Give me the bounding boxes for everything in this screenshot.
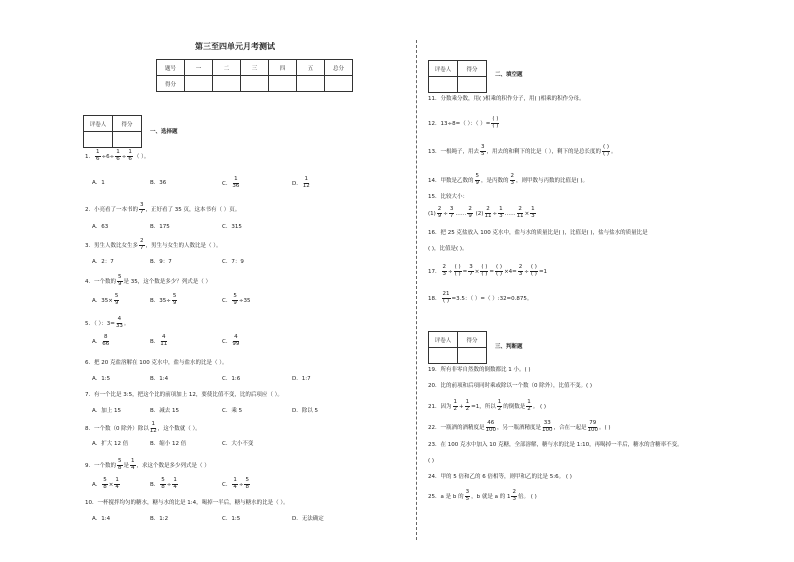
score-cell[interactable] — [185, 76, 213, 92]
option-c[interactable]: C．7：9 — [222, 259, 244, 265]
question-20: 20．比的前项和后项同时乘或除以一个数（0 除外），比值不变。( ) — [428, 383, 593, 389]
option-d[interactable]: D．无法确定 — [292, 516, 324, 522]
score-header: 四 — [269, 60, 297, 76]
score-row-label: 得分 — [157, 76, 185, 92]
score-table — [156, 59, 353, 92]
option-b[interactable]: B．35÷ $\frac{5}{9}$ — [150, 293, 177, 306]
question-14: 14．甲数是乙数的 $\frac{5}{9}$ ，是丙数的 $\frac{2}{3}$ ，则甲数与丙数的比值是( )。 — [428, 173, 589, 186]
option-c[interactable]: C．乘 5 — [222, 408, 243, 414]
question-8: 8．一个数（0 除外）除以 $\frac{1}{12}$ ，这个数就（ ）。 — [85, 421, 201, 434]
question-19: 19．所有非零自然数的倒数都比 1 小。( ) — [428, 367, 531, 373]
option-c[interactable]: C． $\frac{4}{99}$ — [222, 334, 240, 347]
option-c[interactable]: C． $\frac{1}{36}$ — [222, 176, 240, 189]
score-header: 三 — [241, 60, 269, 76]
question-22: 22．一瓶酒的酒精度是 $\frac{46}{100}$ ，另一瓶酒精度是 $\frac{33}{100}$ ，合在一起是 $\frac{79}{100}$ 。( ) — [428, 420, 611, 433]
section-title: 三、判断题 — [495, 344, 523, 350]
option-b[interactable]: B． $\frac{5}{8}$ ÷ $\frac{1}{4}$ — [150, 477, 177, 490]
option-b[interactable]: B．175 — [150, 224, 170, 230]
question-6: 6．把 20 克盐溶解在 100 克水中，盐与盐水的比是（ ）。 — [85, 360, 228, 366]
option-c[interactable]: C． $\frac{5}{9}$ ÷35 — [222, 293, 251, 306]
option-d[interactable]: D．除以 5 — [292, 408, 318, 414]
question-9: 9．一个数的 $\frac{5}{8}$ 是 $\frac{1}{4}$ ，求这个数是多少列式是（ ） — [85, 458, 210, 471]
option-a[interactable]: A．2：7 — [92, 259, 114, 265]
question-23-answer: ( ) — [428, 458, 435, 464]
option-b[interactable]: B．36 — [150, 180, 167, 186]
score-cell[interactable] — [297, 76, 325, 92]
option-d[interactable]: D． $\frac{1}{12}$ — [292, 176, 310, 189]
option-d[interactable]: D．1:7 — [292, 376, 311, 382]
question-21: 21．因为 $\frac{1}{2}$ + $\frac{1}{2}$ =1，所以 $\frac{1}{2}$ 的倒数是 $\frac{1}{2}$ 。 ( ) — [428, 399, 547, 412]
score-cell[interactable] — [241, 76, 269, 92]
score-header: 二 — [213, 60, 241, 76]
question-13: 13．一根绳子，用去 $\frac{3}{5}$ ，用去的和剩下的比是（ ），剩下的是总长度的 ( ) ( ) 。 — [428, 144, 617, 157]
option-a[interactable]: A．加上 15 — [92, 408, 122, 414]
score-cell[interactable] — [458, 348, 487, 364]
option-b[interactable]: B．减去 15 — [150, 408, 180, 414]
score-cell[interactable] — [325, 76, 353, 92]
page-title: 第三至四单元月考测试 — [195, 42, 275, 51]
score-header: 五 — [297, 60, 325, 76]
question-18: 18． 21 ( ) =3.5：（ ）=（ ）:32=0.875。 — [428, 291, 533, 304]
question-11: 11．分数乘分数，用( )相乘的积作分子，用( )相乘的积作分母。 — [428, 96, 585, 102]
question-16-cont: ( )，比值是( )。 — [428, 246, 468, 252]
option-a[interactable]: A．35× $\frac{5}{9}$ — [92, 293, 119, 306]
option-a[interactable]: A．1:5 — [92, 376, 111, 382]
score-label: 得分 — [458, 61, 487, 77]
question-15-items: (1) $\frac{2}{9}$ ÷ $\frac{3}{7}$ …… $\frac{2}{9}$ (2) $\frac{2}{11}$ ÷ $\frac{1}{3}$ …… $\frac{2}{11}$ × $\frac{1}{3}$ — [428, 206, 535, 219]
grader-label: 评卷人 — [429, 332, 458, 348]
question-15: 15．比较大小： — [428, 194, 468, 200]
grader-box-1 — [83, 115, 142, 148]
option-b[interactable]: B．缩小 12 倍 — [150, 441, 187, 447]
question-25: 25．a 是 b 的 $\frac{3}{5}$ ，b 就是 a 的 1 $\frac{2}{3}$ 倍。 ( ) — [428, 489, 537, 502]
score-label: 得分 — [458, 332, 487, 348]
option-a[interactable]: A．扩大 12 倍 — [92, 441, 129, 447]
question-24: 24．甲的 5 倍和乙的 6 倍相等，则甲和乙的比是 5:6。 ( ) — [428, 474, 572, 480]
column-divider — [416, 40, 417, 540]
section-title: 一、选择题 — [150, 129, 178, 135]
score-header: 总分 — [325, 60, 353, 76]
question-23: 23．在 100 克水中加入 10 克糖，全部溶解，糖与水的比是 1:10，再喝掉一半后，糖水的含糖率不变。 — [428, 442, 683, 448]
question-1: 1． $\frac{1}{6}$ ÷6÷ $\frac{1}{6}$ ÷ $\frac{1}{6}$ （ ）。 — [85, 149, 150, 162]
option-b[interactable]: B．1:2 — [150, 516, 169, 522]
option-a[interactable]: A． $\frac{8}{66}$ — [92, 334, 110, 347]
score-cell[interactable] — [458, 77, 487, 93]
score-header: 一 — [185, 60, 213, 76]
score-label: 得分 — [113, 116, 142, 132]
option-a[interactable]: A．63 — [92, 224, 109, 230]
option-b[interactable]: B．9：7 — [150, 259, 172, 265]
question-10: 10．一杯搅拌均匀的糖水，糖与水的比是 1:4，喝掉一半后，糖与糖水的比是（ ）。 — [85, 500, 289, 506]
grader-box-2 — [428, 60, 487, 93]
question-12: 12．13÷8=（ ）：（ ）= ( ) ( ) — [428, 116, 499, 129]
grader-label: 评卷人 — [429, 61, 458, 77]
question-16: 16．把 25 克盐放入 100 克水中，盐与水的质量比是( )，比值是( )，盐与盐水的质量比是 — [428, 230, 648, 236]
grader-label: 评卷人 — [84, 116, 113, 132]
option-c[interactable]: C．315 — [222, 224, 242, 230]
grader-cell[interactable] — [429, 77, 458, 93]
grader-cell[interactable] — [429, 348, 458, 364]
score-cell[interactable] — [113, 132, 142, 148]
option-a[interactable]: A． $\frac{5}{8}$ × $\frac{1}{4}$ — [92, 477, 119, 490]
option-b[interactable]: B． $\frac{4}{11}$ — [150, 334, 168, 347]
question-7: 7．有一个比是 3:5，把这个比的前项加上 12，要使比值不变，比的后项应（ ）。 — [85, 392, 283, 398]
question-3: 3．男生人数比女生多 $\frac{2}{7}$ ，男生与女生的人数比是（ ）。 — [85, 238, 222, 251]
question-5: 5．（ ）：3= $\frac{4}{33}$ 。 — [85, 316, 130, 329]
score-cell[interactable] — [269, 76, 297, 92]
question-2: 2．小亮看了一本书的 $\frac{3}{7}$ ，正好看了 35 页，这本书有（ ）页。 — [85, 202, 241, 215]
grader-box-3 — [428, 331, 487, 364]
option-a[interactable]: A．1 — [92, 180, 105, 186]
option-a[interactable]: A．1:4 — [92, 516, 111, 522]
question-4: 4．一个数的 $\frac{5}{9}$ 是 35，这个数是多少？列式是（ ） — [85, 274, 211, 287]
option-b[interactable]: B．1:4 — [150, 376, 169, 382]
option-c[interactable]: C．1:6 — [222, 376, 241, 382]
question-17: 17． $\frac{2}{3}$ ÷ ( ) ( ) = $\frac{3}{7}$ × ( ) ( ) = ( ) ( ) ×4= $\frac{2}{3}$ ÷ ( ) ( ) =1 — [428, 264, 548, 277]
option-c[interactable]: C．1:5 — [222, 516, 241, 522]
section-title: 二、填空题 — [495, 72, 523, 78]
score-cell[interactable] — [213, 76, 241, 92]
option-c[interactable]: C．大小不变 — [222, 441, 254, 447]
grader-cell[interactable] — [84, 132, 113, 148]
option-c[interactable]: C． $\frac{1}{4}$ ÷ $\frac{5}{8}$ — [222, 477, 249, 490]
score-header: 题号 — [157, 60, 185, 76]
